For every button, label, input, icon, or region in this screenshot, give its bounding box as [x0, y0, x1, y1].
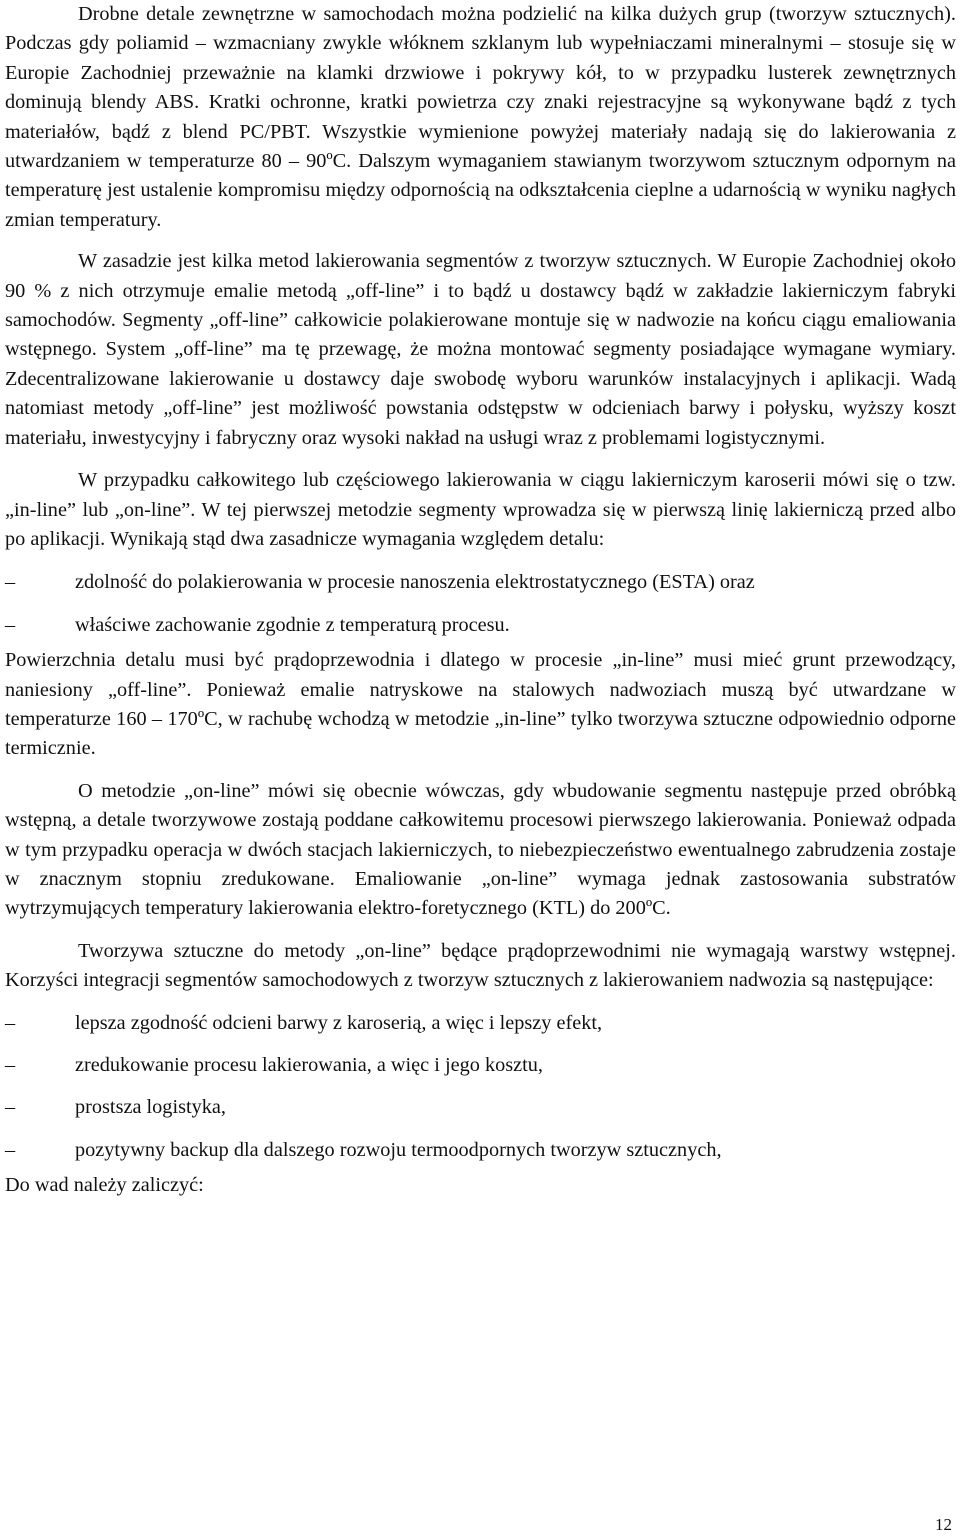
benefits-list	[5, 1009, 956, 1166]
list-item	[5, 568, 956, 597]
paragraph-painting-methods: W zasadzie jest kilka metod lakierowania segmentów z tworzyw sztucznych. W Europie Zachodniej około 90 % z nich otrzymuje emalie metodą „off-line” i to bądź u dostawcy bądź w zakładzie lakierniczym fabryki samochodów. Segmenty „off-line” całkowicie polakierowane montuje się w nadwozie na końcu ciągu emaliowania wstępnego. System „off-line” ma tę przewagę, że można montować segmenty posiadające wymagane wymiary. Zdecentralizowane lakierowanie u dostawcy daje swobodę wyboru warunków instalacyjnych i aplikacji. Wadą natomiast metody „off-line” jest możliwość powstania odstępstw w odcieniach barwy i połysku, wyższy koszt materiału, inwestycyjny i fabryczny oraz wysoki nakład na usługi wraz z problemami logistycznymi.	[5, 250, 956, 449]
paragraph-disadvantages-intro: Do wad należy zaliczyć:	[5, 1174, 204, 1197]
dash-bullet: –	[5, 1011, 16, 1034]
paragraph-in-line: W przypadku całkowitego lub częściowego lakierowania w ciągu lakierniczym karoserii mówi się o tzw. „in-line” lub „on-line”. W tej pierwszej metodzie segmenty wprowadza się w pierwszą linię lakierniczą przed albo po aplikacji. Wynikają stąd dwa zasadnicze wymagania względem detalu:	[5, 469, 956, 550]
paragraph-exterior-parts: Drobne detale zewnętrzne w samochodach można podzielić na kilka dużych grup (tworzyw sztucznych). Podczas gdy poliamid – wzmacniany zwykle włóknem szklanym lub wypełniaczami mineralnymi – stosuje się w Europie Zachodniej przeważnie na klamki drzwiowe i pokrywy kół, to w przypadku lusterek zewnętrznych dominują blendy ABS. Kratki ochronne, kratki powietrza czy znaki rejestracyjne są wykonywane bądź z tych materiałów, bądź z blend PC/PBT. Wszystkie wymienione powyżej materiały nadają się do lakierowania z utwardzaniem w temperaturze 80 – 90ºC. Dalszym wymaganiem stawianym tworzywom sztucznym odpornym na temperaturę jest ustalenie kompromisu między odpornością na odkształcenia cieplne a udarnością w wyniku nagłych zmian temperatury.	[5, 3, 956, 231]
dash-bullet: –	[5, 613, 16, 636]
dash-bullet: –	[5, 1096, 16, 1119]
paragraph-gap	[5, 924, 956, 937]
list-item-text: pozytywny backup dla dalszego rozwoju termoodpornych tworzyw sztucznych,	[75, 1138, 722, 1161]
list-item	[5, 1051, 956, 1080]
list-item	[5, 1093, 956, 1122]
list-item	[5, 1009, 956, 1038]
list-item-text: zdolność do polakierowania w procesie nanoszenia elektrostatycznego (ESTA) oraz	[75, 571, 755, 594]
list-item-text: prostsza logistyka,	[75, 1096, 226, 1119]
dash-bullet: –	[5, 571, 16, 594]
paragraph-on-line: O metodzie „on-line” mówi się obecnie wówczas, gdy wbudowanie segmentu następuje przed obróbką wstępną, a detale tworzywowe zostają poddane całkowitemu procesowi pierwszego lakierowania. Ponieważ odpada w tym przypadku operacja w dwóch stacjach lakierniczych, to niebezpieczeństwo ewentualnego zabrudzenia zostaje w znacznym stopniu zredukowane. Emaliowanie „on-line” wymaga jednak zastosowania substratów wytrzymujących temperatury lakierowania elektro-foretycznego (KTL) do 200ºC.	[5, 779, 956, 920]
paragraph-gap	[5, 453, 956, 466]
paragraph-surface-conductivity: Powierzchnia detalu musi być prądoprzewodnia i dlatego w procesie „in-line” musi mieć grunt przewodzący, naniesiony „off-line”. Ponieważ emalie natryskowe na stalowych nadwoziach muszą być utwardzane w temperaturze 160 – 170ºC, w rachubę wchodzą w metodzie „in-line” tylko tworzywa sztuczne odpowiednio odporne termicznie.	[5, 649, 956, 760]
requirements-list	[5, 568, 956, 640]
dash-bullet: –	[5, 1054, 16, 1076]
paragraph-gap	[5, 996, 956, 1009]
page-number: 12	[935, 1515, 952, 1534]
list-item-text: zredukowanie procesu lakierowania, a więc i jego kosztu,	[75, 1054, 543, 1076]
paragraph-gap	[5, 554, 956, 568]
document-page	[5, 0, 956, 1201]
list-item-text: lepsza zgodność odcieni barwy z karoserią, a więc i lepszy efekt,	[75, 1011, 603, 1034]
dash-bullet: –	[5, 1138, 16, 1161]
paragraph-gap	[5, 764, 956, 777]
list-item-text: właściwe zachowanie zgodnie z temperaturą procesu.	[75, 613, 510, 636]
list-item	[5, 611, 956, 640]
paragraph-gap	[5, 235, 956, 247]
list-item	[5, 1136, 956, 1165]
paragraph-benefits-intro: Tworzywa sztuczne do metody „on-line” będące prądoprzewodnimi nie wymagają warstwy wstępnej. Korzyści integracji segmentów samochodowych z tworzyw sztucznych z lakierowaniem nadwozia są następujące:	[5, 939, 956, 992]
